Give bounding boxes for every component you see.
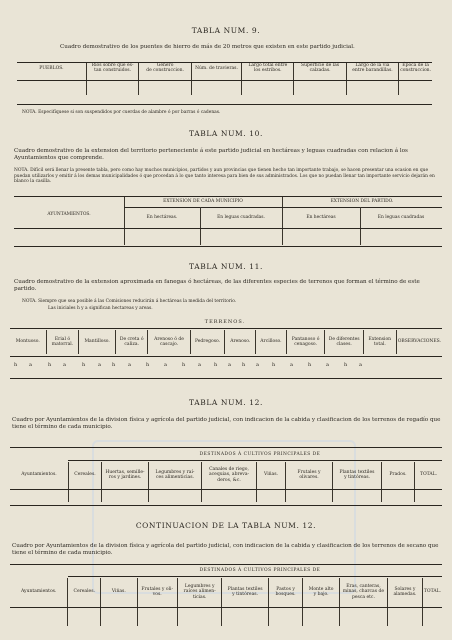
t11-unit: h (242, 362, 246, 368)
t11-col: De diferentes clases. (325, 330, 364, 354)
t11-col: Pedregoso. (190, 330, 225, 354)
t9-note: NOTA. Especifíquese si son suspendidos por cuerdas de alambre ó por barras ó cadenas. (22, 110, 221, 115)
t11-col: OBSERVACIONES. (396, 330, 442, 354)
t11-col: Arcilloso. (256, 330, 287, 354)
t11-units-row (10, 362, 410, 370)
t12b-col: Ayuntamientos. (20, 589, 57, 595)
t10-group-municipio: EXTENSION DE CADA MUNICIPIO (163, 199, 243, 204)
t12b-caption: Cuadro por Ayuntamientos de la division física y agrícola del partido judicial, con indicacion de la cabida y clasificacion de los terrenos de secano que tiene el término de cada municipio. (12, 543, 439, 556)
t11-unit: a (326, 362, 329, 368)
t10-caption: Cuadro demostrativo de la extension del territorio perteneciente á este partido judicial en hectáreas y leguas cuadradas con relacion á los Ayuntamientos que comprende. (14, 148, 408, 161)
t12b-col: Pastos y bosques. (268, 578, 303, 606)
t9-title: TABLA NUM. 9. (191, 26, 261, 35)
t12b-col: Viñas. (101, 578, 137, 606)
t12-col: TOTAL. (415, 462, 443, 488)
t12-col: Legumbres y raí- ces alimenticias. (149, 462, 202, 488)
t11-unit: a (98, 362, 101, 368)
t9-col: Época de la construccion. (400, 63, 431, 74)
t11-table (10, 330, 442, 354)
t12-col: Huertas, semille- ros y jardines. (102, 462, 149, 488)
t12b-col: Plantas textiles y tintóreas. (222, 578, 268, 606)
t12-col: Cereales. (69, 462, 102, 488)
t11-unit: h (344, 362, 348, 368)
t11-note-1: NOTA. Siempre que sea posible á las Comisiones reducirán á hectáreas la medida del territorio. (22, 299, 237, 304)
t11-unit: a (290, 362, 293, 368)
t11-group-terrenos: TERRENOS. (204, 319, 246, 325)
t11-col: Mantilloso. (79, 330, 116, 354)
t11-unit: a (198, 362, 201, 368)
t12b-title: CONTINUACION DE LA TABLA NUM. 12. (135, 521, 317, 530)
t11-title: TABLA NUM. 11. (189, 262, 263, 271)
t10-title: TABLA NUM. 10. (189, 129, 263, 138)
t9-caption: Cuadro demostrativo de los puentes de hierro de más de 20 metros que existen en este partido judicial. (60, 44, 355, 50)
t12-table (10, 462, 442, 502)
t11-unit: a (29, 362, 32, 368)
t11-col: Arenoso. (225, 330, 256, 354)
t10-sub-hectareas-partido: En hectáreas (306, 215, 336, 220)
t9-col: Núm. de travieras. (191, 63, 241, 73)
t11-note-2: Las iniciales h y a significan hectareas y areas. (48, 306, 153, 311)
t11-unit: h (146, 362, 150, 368)
t11-unit: a (359, 362, 362, 368)
t12-col: Plantas textiles y tintóreas. (333, 462, 382, 488)
t12-col: Frutales y olivares. (286, 462, 333, 488)
t9-col: Género de construccion. (139, 63, 192, 73)
t12b-col: Solares y alamedas. (388, 578, 423, 606)
t10-note: NOTA. Difícil será llenar la presente tabla, pero como hay muchos municipios, partidos y aun provincias que tienen hecho tan importante trabajo, se hacen presentar una ocasion en que puedan utilizarlos y emitir á los demas municipalidades ó que procedan á lo que tanto interesa para bien de sus administrados. Los que no puedan llenar tan importante servicio dejarán en blanco la casilla. (14, 168, 435, 185)
t10-sub-leguas: En leguas cuadradas. (217, 215, 265, 220)
t11-unit: h (112, 362, 116, 368)
t12-group: DESTINADOS Á CULTIVOS PRINCIPALES DE (199, 452, 321, 457)
t11-col: Erial ó matorral. (46, 330, 79, 354)
t12b-table (10, 578, 442, 626)
t10-sub-leguas-partido: En leguas cuadradas (377, 215, 425, 220)
t12b-col: TOTAL. (422, 578, 442, 606)
t11-col: De creta ó caliza. (115, 330, 147, 354)
t11-unit: h (182, 362, 186, 368)
t9-col: Largo de la vía entre barandillas. (346, 63, 398, 73)
t11-unit: a (63, 362, 66, 368)
t12-title: TABLA NUM. 12. (189, 398, 263, 407)
t11-unit: a (256, 362, 259, 368)
t9-col: Superficie de las calzadas. (294, 63, 346, 73)
t12b-col: Legumbres y raíces alimen- ticias. (177, 578, 222, 606)
t12b-col: Monte alto y bajo. (303, 578, 339, 606)
t9-col: Ríos sobre que es- tan construidos. (86, 63, 138, 73)
t11-unit: a (228, 362, 231, 368)
t12-col: Viñas. (257, 462, 286, 488)
t11-unit: a (128, 362, 131, 368)
t12-col: Canales de riego, acequias, abreva- deros, &c. (202, 462, 257, 488)
t11-unit: h (214, 362, 218, 368)
t10-col-ayuntamientos: AYUNTAMIENTOS. (47, 212, 91, 217)
t12b-col: Eras, canteras, minas, charcas de pesca etc. (339, 578, 387, 606)
t11-col: Arenoso ó de cascajo. (148, 330, 190, 354)
t11-unit: h (308, 362, 312, 368)
t10-group-partido: EXTENSION DEL PARTIDO. (330, 199, 394, 204)
t12b-group: DESTINADOS Á CULTIVOS PRINCIPALES DE (199, 568, 321, 573)
t11-unit: h (82, 362, 86, 368)
t12b-col: Cereales. (68, 578, 101, 606)
t10-sub-hectareas: En hectáreas. (146, 215, 178, 220)
t12-caption: Cuadro por Ayuntamientos de la division física y agrícola del partido judicial, con indicacion de la cabida y clasificacion de los terrenos de regadío que tiene el término de cada municipio. (12, 417, 441, 430)
t11-col: Extension total. (363, 330, 396, 354)
t11-unit: a (164, 362, 167, 368)
t12-col: Prados. (382, 462, 415, 488)
t11-col: Pantanoso ó cenagoso. (286, 330, 325, 354)
t11-caption: Cuadro demostrativo de la extension aproximada en fanegas ó hectáreas, de las diferentes especies de terrenos que forman el término de este partido. (14, 279, 420, 292)
t11-unit: h (272, 362, 276, 368)
t11-col: Montuoso. (15, 339, 40, 345)
t11-unit: h (48, 362, 52, 368)
t11-unit: h (14, 362, 18, 368)
t9-col: PUEBLOS. (39, 65, 64, 71)
t12-col: Ayuntamientos. (21, 472, 57, 478)
t12b-col: Frutales y oli- vos. (137, 578, 177, 606)
t9-col: Largo total entre los estribos. (242, 63, 294, 73)
